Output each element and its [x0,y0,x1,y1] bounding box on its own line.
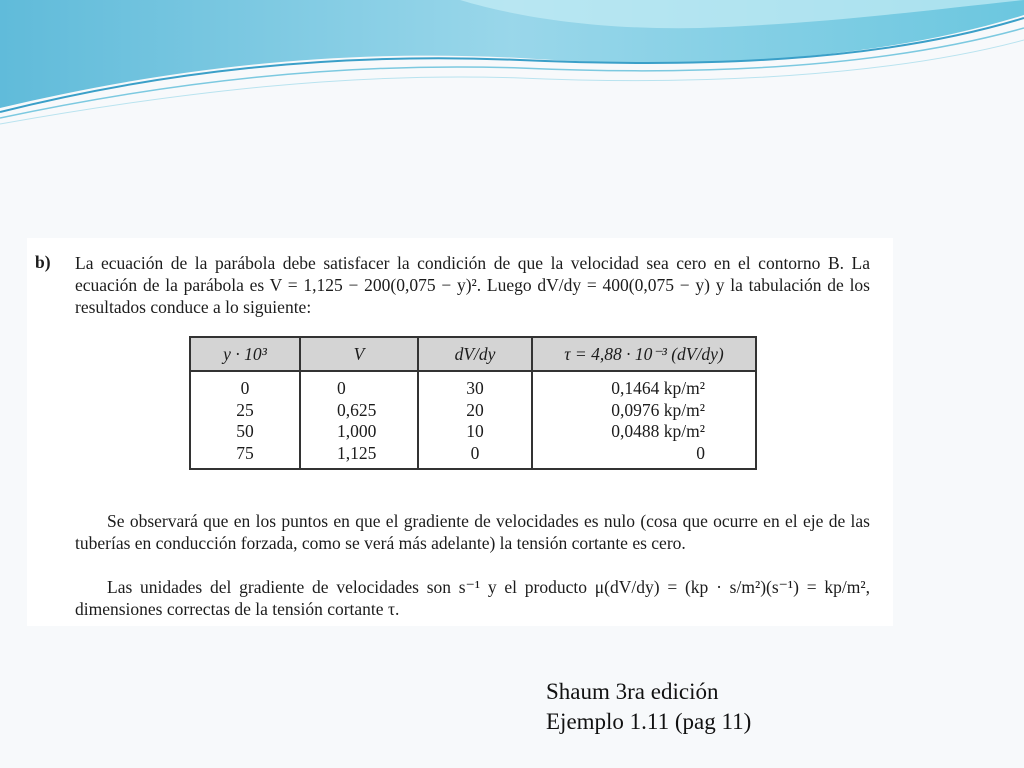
observation-paragraph: Se observará que en los puntos en que el gradiente de velocidades es nulo (cosa que ocurre en el eje de las tuberías en conducción forzada, como se verá más adelante) la tensión cortante es cero. [75,511,870,553]
citation-book: Shaum 3ra edición [546,679,719,704]
scanned-textbook-excerpt [27,238,893,626]
header-tau: τ = 4,88 · 10⁻³ (dV/dy) [532,337,756,371]
header-y: y · 10³ [190,337,300,371]
results-table [189,336,757,470]
cell-v: 0 0,625 1,000 1,125 [300,371,418,469]
decorative-wave-banner [0,0,1024,130]
cell-tau: 0,1464 kp/m² 0,0976 kp/m² 0,0488 kp/m² 0 [532,371,756,469]
header-dvdy: dV/dy [418,337,532,371]
units-paragraph: Las unidades del gradiente de velocidades son s⁻¹ y el producto μ(dV/dy) = (kp · s/m²)(s⁻¹) = kp/m², dimensiones correctas de la tensión cortante τ. [75,577,870,619]
item-label: b) [35,252,51,272]
citation-example: Ejemplo 1.11 (pag 11) [546,709,752,734]
table-header-row [190,337,756,371]
cell-y: 0 25 50 75 [190,371,300,469]
header-v: V [300,337,418,371]
table-row [190,371,756,469]
cell-dvdy: 30 20 10 0 [418,371,532,469]
intro-paragraph: La ecuación de la parábola debe satisfacer la condición de que la velocidad sea cero en el contorno B. La ecuación de la parábola es V = 1,125 − 200(0,075 − y)². Luego dV/dy = 400(0,075 − y) y la tabulación de los resultados conduce a lo siguiente: [75,253,870,317]
source-citation [546,677,751,737]
